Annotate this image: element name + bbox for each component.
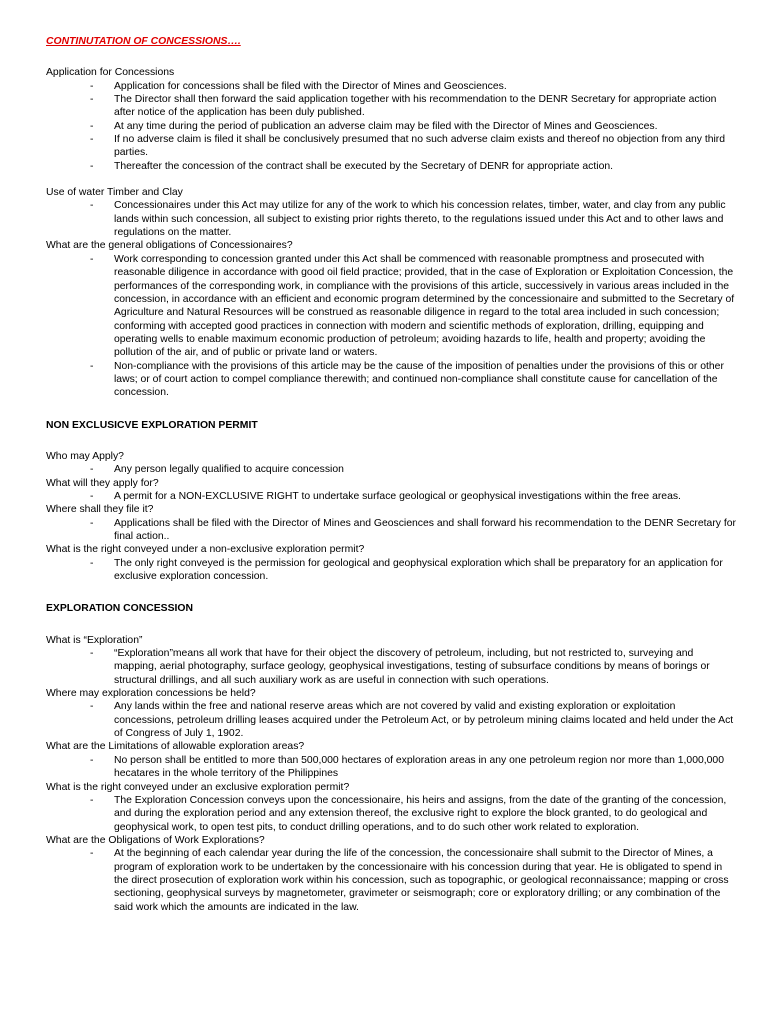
list-item: - A permit for a NON-EXCLUSIVE RIGHT to undertake surface geological or geophysical investigations within the free areas. xyxy=(90,490,681,502)
bullet-marker: - xyxy=(90,120,94,132)
question: What will they apply for? xyxy=(46,477,159,489)
bullet-marker: - xyxy=(90,160,94,172)
bullet-marker: - xyxy=(90,648,94,660)
list-item: - The only right conveyed is the permission for geological and geophysical exploration which shall be preparatory for an application for exclusive exploration concession. xyxy=(90,557,723,583)
question: Who may Apply? xyxy=(46,450,124,462)
question: What are the Obligations of Work Explorations? xyxy=(46,834,265,846)
page-title: CONTINUTATION OF CONCESSIONS…. xyxy=(46,36,241,47)
list-item: - At any time during the period of publication an adverse claim may be filed with the Director of Mines and Geosciences. xyxy=(90,120,658,132)
question-general-obligations: What are the general obligations of Concessionaires? xyxy=(46,240,293,252)
list-item: - At the beginning of each calendar year during the life of the concession, the concessionaire shall submit to the Director of Mines, a program of exploration work to be undertaken by the concessionaire with his concession during that year. He is obligated to spend in the direct prosecution of exploration work within his concession, such as topographic, or geological reconnaissance; mapping or cross sectioning, geophysical surveys by magnetometer, gravimeter or seismograph; core or exploratory drilling; or any combination of the said work which the amounts are indicated in the law. xyxy=(90,848,729,913)
list-item: - If no adverse claim is filed it shall be conclusively presumed that no such adverse claim exists and thereof no objection from any third parties. xyxy=(90,134,726,159)
bullet-marker: - xyxy=(90,200,94,212)
bullet-marker: - xyxy=(90,794,94,806)
list-item: - The Exploration Concession conveys upon the concessionaire, his heirs and assigns, from the date of the granting of the concession, and during the exploration period and any extension thereof, the exclusive right to explore the block granted, to do geological and geophysical work, to open test pits, to conduct drilling operations, and to do such other work related to exploration. xyxy=(90,794,727,833)
bullet-marker: - xyxy=(90,517,94,529)
list-item: - Work corresponding to concession granted under this Act shall be commenced with reasonable promptness and prosecuted with reasonable diligence in accordance with good oil field practice; provided, that in the case of Exploration or Exploitation Concession, the performances of the corresponding work, in compliance with the provisions of this article, successively in various areas included in the concession, in accordance with an efficient and economic program determined by the concessionaire and submitted to the Secretary of Agriculture and Natural Resources will be construed as reasonable diligence in regard to the total area included in such concession; conforming with accepted good practices in connection with modern and scientific methods of exploration, drilling, equipping and operating wells to enable maximum economic production of petroleum; avoiding hazards to life, health and property; avoiding the pollution of the air, and of public or private land or waters. xyxy=(90,253,735,359)
bullet-marker: - xyxy=(90,701,94,713)
bullet-marker: - xyxy=(90,134,94,146)
section-heading-non-exclusive-permit: NON EXCLUSICVE EXPLORATION PERMIT xyxy=(46,419,258,431)
list-item: - Application for concessions shall be filed with the Director of Mines and Geosciences. xyxy=(90,80,507,92)
bullet-marker: - xyxy=(90,94,94,106)
bullet-marker: - xyxy=(90,360,94,372)
question: What is the right conveyed under an exclusive exploration permit? xyxy=(46,781,350,793)
bullet-marker: - xyxy=(90,754,94,766)
question-water-timber-clay: Use of water Timber and Clay xyxy=(46,187,183,199)
list-item: - No person shall be entitled to more than 500,000 hectares of exploration areas in any one petroleum region nor more than 1,000,000 hecatares in the whole territory of the Philippines xyxy=(90,754,724,780)
document-page xyxy=(46,35,736,914)
list-item: - The Director shall then forward the said application together with his recommendation to the DENR Secretary for appropriate action after notice of the application has been duly published. xyxy=(90,94,717,119)
bullet-marker: - xyxy=(90,848,94,860)
list-item: - Non-compliance with the provisions of this article may be the cause of the imposition of penalties under the provisions of this or other laws; or of court action to compel compliance therewith; and continued non-compliance shall constitute cause for cancellation of the concession. xyxy=(90,360,724,399)
list-item: - Applications shall be filed with the Director of Mines and Geosciences and shall forward his recommendation to the DENR Secretary for final action.. xyxy=(90,517,737,542)
question: What is the right conveyed under a non-exclusive exploration permit? xyxy=(46,544,365,556)
question: What are the Limitations of allowable exploration areas? xyxy=(46,741,305,753)
bullet-marker: - xyxy=(90,490,94,502)
list-item: - Any lands within the free and national reserve areas which are not covered by valid and existing exploration or exploitation concessions, petroleum drilling leases acquired under the Petroleum Act, or by petroleum mining claims located and held under the Act of Congress of July 1, 1902. xyxy=(90,701,734,740)
bullet-marker: - xyxy=(90,80,94,92)
list-item: - Thereafter the concession of the contract shall be executed by the Secretary of DENR for appropriate action. xyxy=(90,160,614,172)
section-heading-exploration-concession: EXPLORATION CONCESSION xyxy=(46,603,194,615)
question: Where shall they file it? xyxy=(46,504,154,516)
question: What is “Exploration” xyxy=(46,634,143,646)
list-item: - Concessionaires under this Act may utilize for any of the work to which his concession relates, timber, water, and clay from any public lands within such concession, all subject to existing prior rights thereto, to the regulations issued under this Act and to other laws and regulations on the matter. xyxy=(90,200,726,239)
bullet-marker: - xyxy=(90,253,94,265)
question-application: Application for Concessions xyxy=(46,67,175,79)
list-item: - “Exploration”means all work that have for their object the discovery of petroleum, including, but not restricted to, surveying and mapping, aerial photography, surface geology, geophysical investigations, testing of subsurface conditions by means of borings or structural drillings, and all such auxiliary work as are useful in connection with such operations. xyxy=(90,648,710,686)
bullet-marker: - xyxy=(90,464,94,476)
question: Where may exploration concessions be held? xyxy=(46,688,256,700)
list-item: - Any person legally qualified to acquire concession xyxy=(90,464,344,476)
bullet-marker: - xyxy=(90,557,94,569)
